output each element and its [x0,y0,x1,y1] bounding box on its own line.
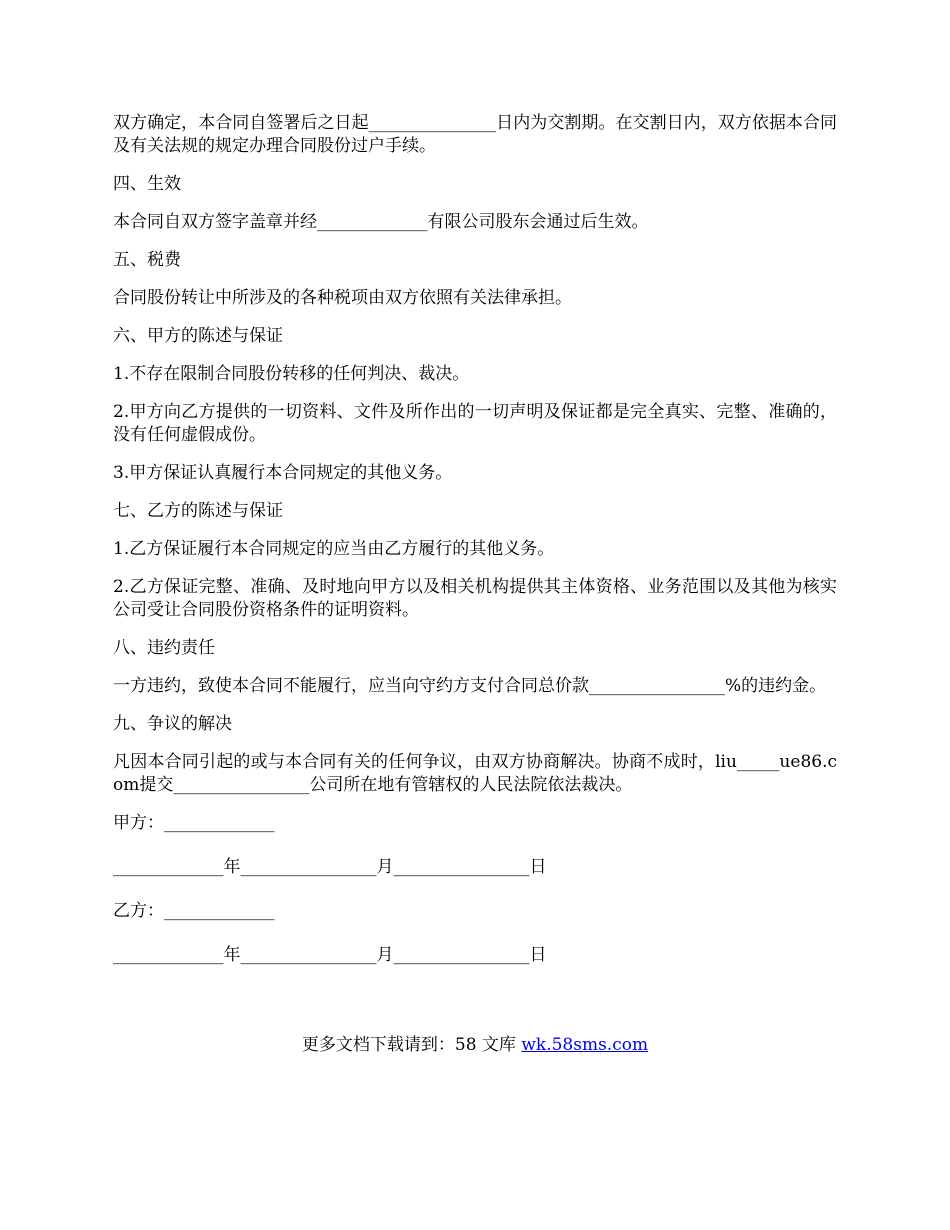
paragraph-effectiveness: 本合同自双方签字盖章并经_____________有限公司股东会通过后生效。 [113,212,649,232]
heading-taxes: 五、税费 [113,250,181,270]
paragraph-breach-liability: 一方违约，致使本合同不能履行，应当向守约方支付合同总价款________________%的违约金。 [113,676,827,696]
footer-link[interactable]: wk.58sms.com [521,1035,649,1055]
document-body [113,112,837,982]
paragraph-party-b-item-1: 1.乙方保证履行本合同规定的应当由乙方履行的其他义务。 [113,539,555,559]
signature-date-party-b: _____________年________________月________________日 [113,945,547,965]
paragraph-dispute-resolution: 凡因本合同引起的或与本合同有关的任何争议，由双方协商解决。协商不成时，liu_____ue86.com提交________________公司所在地有管辖权的人民法院依法裁决。 [113,752,837,795]
paragraph-party-a-item-2: 2.甲方向乙方提供的一切资料、文件及所作出的一切声明及保证都是完全真实、完整、准确的，没有任何虚假成份。 [113,402,837,445]
signature-party-a: 甲方：_____________ [113,813,275,833]
heading-party-b-representations: 七、乙方的陈述与保证 [113,501,283,521]
paragraph-party-a-item-3: 3.甲方保证认真履行本合同规定的其他义务。 [113,463,453,483]
heading-party-a-representations: 六、甲方的陈述与保证 [113,326,283,346]
paragraph-party-b-item-2: 2.乙方保证完整、准确、及时地向甲方以及相关机构提供其主体资格、业务范围以及其他为核实公司受让合同股份资格条件的证明资料。 [113,577,837,620]
signature-date-party-a: _____________年________________月________________日 [113,857,547,877]
footer-text: 更多文档下载请到：58 文库 [301,1035,522,1055]
heading-breach-liability: 八、违约责任 [113,638,215,658]
heading-dispute-resolution: 九、争议的解决 [113,714,232,734]
paragraph-delivery-period: 双方确定，本合同自签署后之日起_______________日内为交割期。在交割日内，双方依据本合同及有关法规的规定办理合同股份过户手续。 [113,113,837,156]
paragraph-party-a-item-1: 1.不存在限制合同股份转移的任何判决、裁决。 [113,364,470,384]
paragraph-taxes: 合同股份转让中所涉及的各种税项由双方依照有关法律承担。 [113,288,572,308]
footer [0,1034,950,1057]
heading-effectiveness: 四、生效 [113,174,181,194]
signature-party-b: 乙方：_____________ [113,901,275,921]
